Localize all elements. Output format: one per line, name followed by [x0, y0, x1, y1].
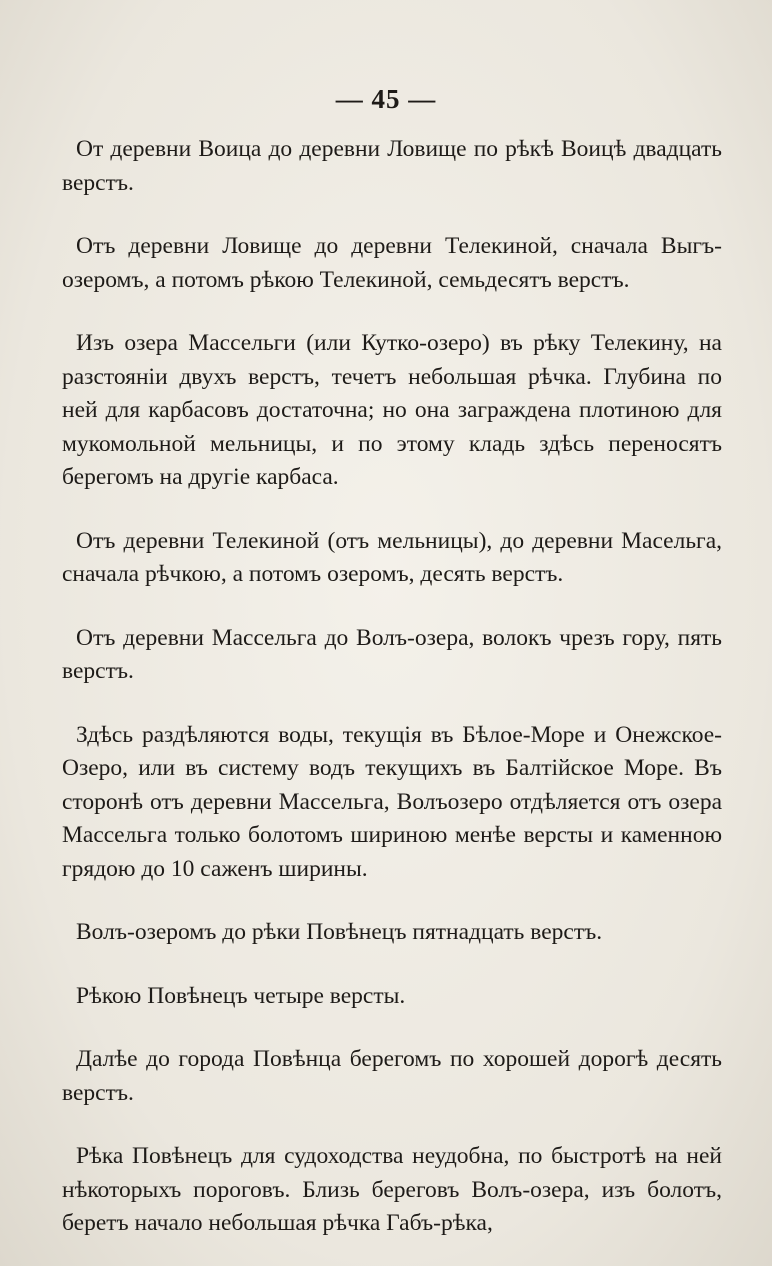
page-number: — 45 — [335, 84, 437, 114]
paragraph-6: Здѣсь раздѣляются воды, текущія въ Бѣлое-Море и Онежское-Озеро, или въ систему водъ текущихъ въ Балтійское Море. Въ сторонѣ отъ деревни Масcельга, Волъозеро отдѣляется отъ озера Масcельга только болотомъ шириною менѣе версты и каменною грядою до 10 саженъ ширины. [62, 721, 722, 882]
paragraph-4: Отъ деревни Телекиной (отъ мельницы), до деревни Масельга, сначала рѣчкою, а потомъ озеромъ, десять верстъ. [62, 527, 722, 587]
paragraph-3: Изъ озера Массельги (или Кутко-озеро) въ рѣку Телекину, на разстояніи двухъ верстъ, течетъ небольшая рѣчка. Глубина по ней для карбасовъ достаточна; но она заграждена плотиною для мукомольной мельницы, и по этому кладь здѣсь переносятъ берегомъ на другіе карбаса. [62, 330, 722, 490]
paragraph-8: Рѣкою Повѣнецъ четыре версты. [76, 982, 406, 1009]
paragraph-1: От деревни Воица до деревни Ловище по рѣкѣ Воицѣ двадцать верстъ. [62, 136, 722, 196]
paragraph-9: Далѣе до города Повѣнца берегомъ по хорошей дорогѣ десять верстъ. [62, 1046, 722, 1106]
page-text [62, 133, 722, 1266]
paragraph-2: Отъ деревни Ловище до деревни Телекиной, сначала Выгъ-озеромъ, а потомъ рѣкою Телекиной, семьдесятъ верстъ. [62, 233, 722, 293]
paragraph-5: Отъ деревни Масcельга до Волъ-озера, волокъ чрезъ гору, пять верстъ. [62, 624, 722, 684]
paragraph-7: Волъ-озеромъ до рѣки Повѣнецъ пятнадцать верстъ. [76, 919, 603, 945]
paragraph-10: Рѣка Повѣнецъ для судоходства неудобна, по быстротѣ на ней нѣкоторыхъ пороговъ. Близь береговъ Волъ-озера, изъ болотъ, беретъ начало небольшая рѣчка Габъ-рѣка, [62, 1143, 722, 1236]
